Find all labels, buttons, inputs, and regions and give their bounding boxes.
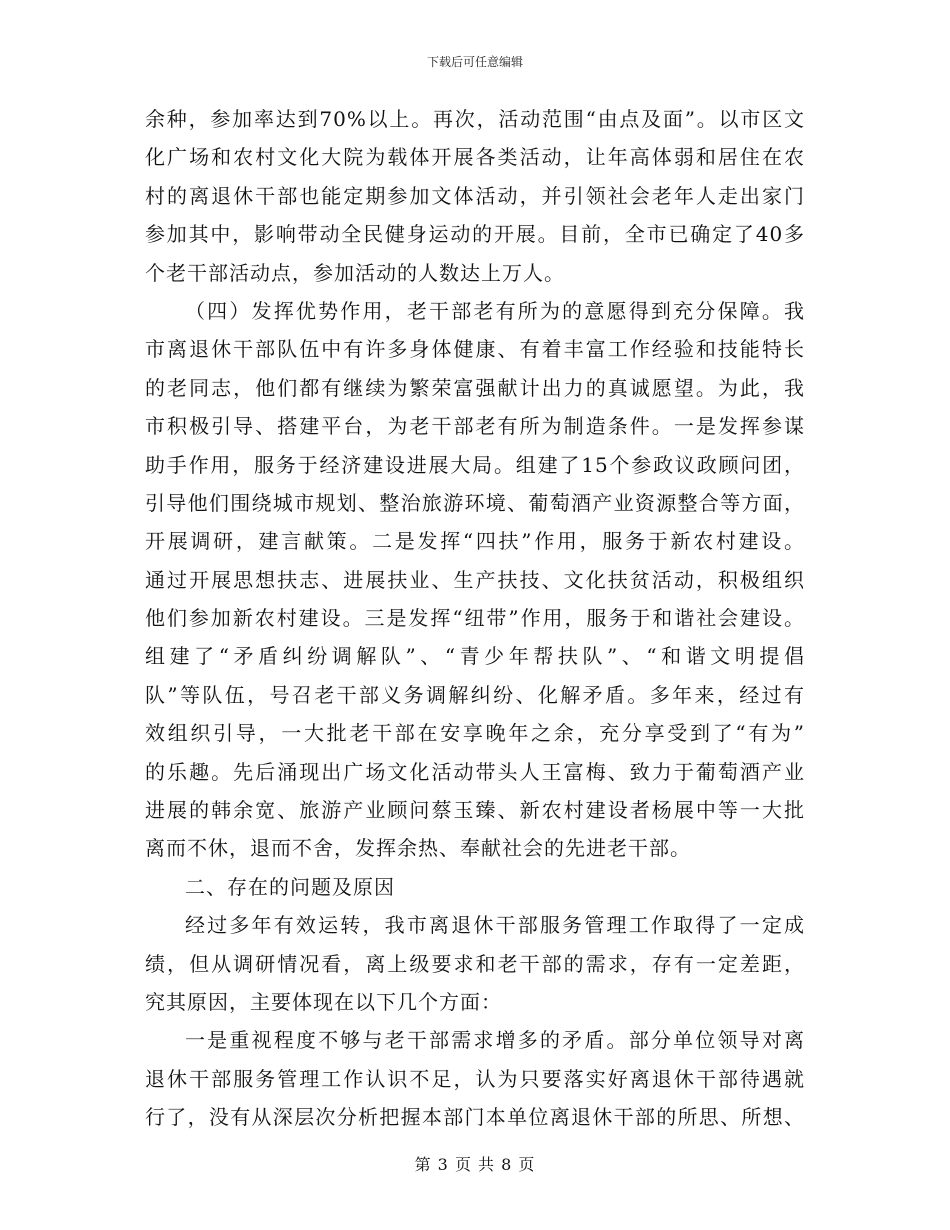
document-body: [145, 100, 805, 1137]
body-line: 进展的韩余宽、旅游产业顾问蔡玉臻、新农村建设者杨展中等一大批: [145, 798, 805, 823]
body-line: 参加其中，影响带动全民健身运动的开展。目前，全市已确定了40多: [145, 222, 805, 247]
body-line: 开展调研，建言献策。二是发挥“四扶”作用，服务于新农村建设。: [145, 529, 805, 554]
body-line: 他们参加新农村建设。三是发挥“纽带”作用，服务于和谐社会建设。: [145, 606, 805, 631]
body-line: 市离退休干部队伍中有许多身体健康、有着丰富工作经验和技能特长: [145, 337, 805, 362]
body-line: 村的离退休干部也能定期参加文体活动，并引领社会老年人走出家门: [145, 183, 805, 208]
body-line: 队”等队伍，号召老干部义务调解纠纷、化解矛盾。多年来，经过有: [145, 682, 805, 707]
body-line: 效组织引导，一大批老干部在安享晚年之余，充分享受到了“有为”: [145, 721, 805, 746]
page-header: 下载后可任意编辑: [426, 55, 523, 69]
body-line: 通过开展思想扶志、进展扶业、生产扶技、文化扶贫活动，积极组织: [145, 567, 805, 592]
section-heading: 二、存在的问题及原因: [185, 874, 395, 899]
body-line: 究其原因，主要体现在以下几个方面：: [145, 989, 502, 1014]
body-line: 绩，但从调研情况看，离上级要求和老干部的需求，存有一定差距，: [145, 951, 805, 976]
body-line: 余种，参加率达到70%以上。再次，活动范围“由点及面”。以市区文: [145, 107, 805, 131]
body-line: 行了，没有从深层次分析把握本部门本单位离退休干部的所思、所想、: [145, 1105, 805, 1130]
body-line: 退休干部服务管理工作认识不足，认为只要落实好离退休干部待遇就: [145, 1066, 805, 1091]
body-line: 助手作用，服务于经济建设进展大局。组建了15个参政议政顾问团，: [145, 452, 805, 477]
page-footer: 第 3 页 共 8 页: [414, 1155, 536, 1174]
body-line: 的乐趣。先后涌现出广场文化活动带头人王富梅、致力于葡萄酒产业: [145, 759, 805, 784]
body-line: 组建了“矛盾纠纷调解队”、“青少年帮扶队”、“和谐文明提倡: [145, 644, 805, 669]
body-line: 化广场和农村文化大院为载体开展各类活动，让年高体弱和居住在农: [145, 145, 805, 170]
body-line: 市积极引导、搭建平台，为老干部老有所为制造条件。一是发挥参谋: [145, 414, 805, 439]
body-line: 引导他们围绕城市规划、整治旅游环境、葡萄酒产业资源整合等方面，: [145, 490, 805, 515]
body-line: 一是重视程度不够与老干部需求增多的矛盾。部分单位领导对离: [185, 1028, 805, 1053]
body-line: （四）发挥优势作用，老干部老有所为的意愿得到充分保障。我: [185, 298, 805, 323]
body-line: 个老干部活动点，参加活动的人数达上万人。: [145, 260, 565, 285]
body-line: 的老同志，他们都有继续为繁荣富强献计出力的真诚愿望。为此，我: [145, 375, 805, 400]
body-line: 经过多年有效运转，我市离退休干部服务管理工作取得了一定成: [185, 913, 805, 938]
body-line: 离而不休，退而不舍，发挥余热、奉献社会的先进老干部。: [145, 836, 691, 861]
